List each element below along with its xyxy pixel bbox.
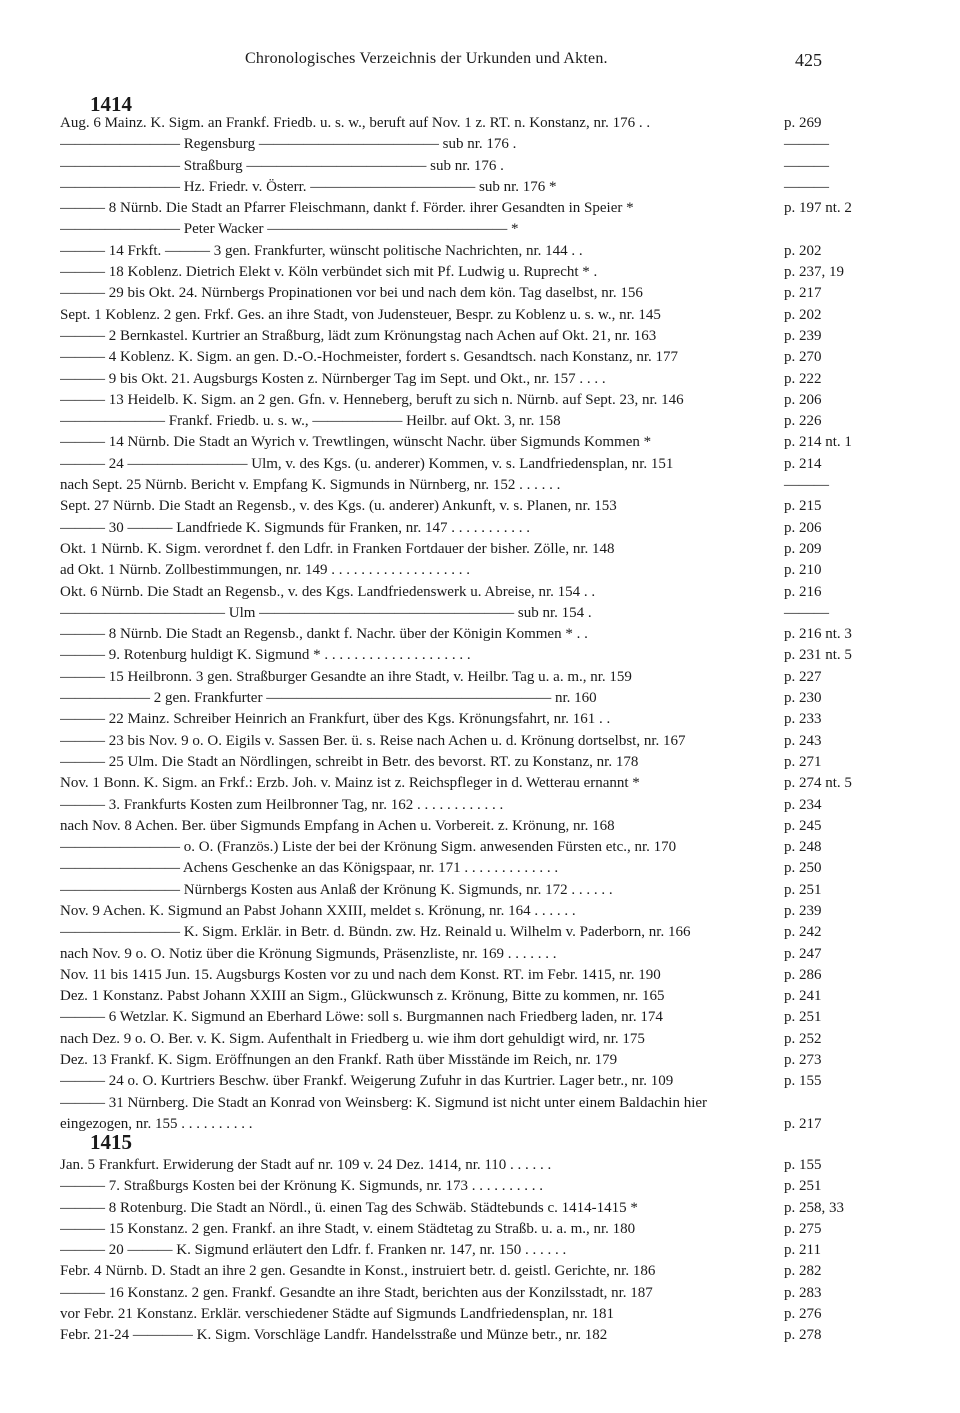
entry-list: [60, 1155, 844, 1347]
entry-text: Sept. 1 Koblenz. 2 gen. Frkf. Ges. an ihre Stadt, von Judensteuer, Bespr. zu Koblenz u. s. w., nr. 145: [60, 306, 661, 323]
entry-page-ref: p. 276: [784, 1306, 822, 1323]
entry-page-ref: p. 273: [784, 1052, 822, 1069]
year-heading: 1415: [90, 1130, 132, 1154]
index-entry: [60, 1176, 840, 1197]
entry-page-ref: p. 202: [784, 306, 822, 323]
index-entry: [60, 518, 840, 539]
index-entry: [60, 858, 840, 879]
entry-text: ——— 9. Rotenburg huldigt K. Sigmund * . . . . . . . . . . . . . . . . . . . .: [60, 647, 471, 664]
entry-page-ref: p. 274 nt. 5: [784, 775, 852, 792]
entry-text: ———————— o. O. (Französ.) Liste der bei der Krönung Sigm. anwesenden Fürsten etc., nr. 170: [60, 839, 677, 856]
index-entry: [60, 177, 840, 198]
entry-page-ref: p. 216 nt. 3: [784, 626, 852, 643]
entry-text: Dez. 1 Konstanz. Pabst Johann XXIII an Sigm., Glückwunsch z. Krönung, Bitte zu kommen, nr. 165: [60, 988, 665, 1005]
index-entry: [60, 432, 852, 453]
entry-text: Nov. 1 Bonn. K. Sigm. an Frkf.: Erzb. Joh. v. Mainz ist z. Reichspfleger in d. Wetterau ernannt *: [60, 775, 640, 792]
index-entry: [60, 411, 840, 432]
entry-text: ——— 24 ———————— Ulm, v. des Kgs. (u. anderer) Kommen, v. s. Landfriedensplan, nr. 151: [60, 455, 674, 472]
entry-page-ref: p. 243: [784, 732, 822, 749]
entry-page-ref: p. 211: [784, 1242, 821, 1259]
entry-text: ——————————— Ulm ————————————————— sub nr. 154 .: [60, 604, 592, 621]
entry-text: ———————— K. Sigm. Erklär. in Betr. d. Bündn. zw. Hz. Reinald u. Wilhelm v. Paderborn, nr. 166: [60, 924, 691, 941]
entry-text: Jan. 5 Frankfurt. Erwiderung der Stadt auf nr. 109 v. 24 Dez. 1414, nr. 110 . . . . . .: [60, 1157, 552, 1173]
entry-text: vor Febr. 21 Konstanz. Erklär. verschiedener Städte auf Sigmunds Landfriedensplan, nr. 181: [60, 1306, 615, 1323]
entry-text: ——— 4 Koblenz. K. Sigm. an gen. D.-O.-Hochmeister, fordert s. Gesandtsch. nach Konstanz, nr. 177: [60, 349, 679, 366]
index-entry: [60, 986, 840, 1007]
index-entry: [60, 880, 840, 901]
entry-text: ——— 14 Nürnb. Die Stadt an Wyrich v. Trewtlingen, wünscht Nachr. über Sigmunds Kommen *: [60, 434, 652, 451]
index-entry: [60, 390, 840, 411]
index-entry: [60, 901, 840, 922]
entry-text: ——— 7. Straßburgs Kosten bei der Krönung K. Sigmunds, nr. 173 . . . . . . . . . .: [60, 1178, 544, 1195]
entry-text: ———————— Straßburg ———————————— sub nr. 176 .: [60, 157, 504, 174]
entry-page-ref: p. 217: [784, 1116, 822, 1133]
entry-page-ref: p. 215: [784, 498, 822, 515]
entry-page-ref: p. 278: [784, 1327, 822, 1344]
entry-text: ——— 30 ——— Landfriede K. Sigmunds für Franken, nr. 147 . . . . . . . . . . .: [60, 519, 530, 536]
entry-page-ref: p. 251: [784, 1178, 822, 1195]
entry-page-ref: ———: [784, 178, 829, 195]
entry-text: ——— 25 Ulm. Die Stadt an Nördlingen, schreibt in Betr. des bevorst. RT. zu Konstanz, nr. 178: [60, 753, 639, 770]
entry-page-ref: p. 239: [784, 327, 822, 344]
index-entry: [60, 582, 840, 603]
index-entry: [60, 667, 840, 688]
index-entry: [60, 1304, 840, 1325]
index-entry: [60, 1007, 840, 1028]
entry-page-ref: p. 283: [784, 1284, 822, 1301]
entry-text: ——— 24 o. O. Kurtriers Beschw. über Frankf. Weigerung Zufuhr in das Kurtrier. Lager betr., nr. 109: [60, 1073, 674, 1090]
entry-page-ref: p. 222: [784, 370, 822, 387]
entry-page-ref: p. 247: [784, 945, 822, 962]
entry-page-ref: p. 241: [784, 988, 822, 1005]
index-entry: [60, 603, 840, 624]
entry-page-ref: p. 155: [784, 1073, 822, 1090]
entry-text: ——— 15 Konstanz. 2 gen. Frankf. an ihre Stadt, v. einem Städtetag zu Straßb. u. a. m., nr. 180: [60, 1220, 636, 1237]
index-entry: [60, 922, 840, 943]
entry-text: ———————— Regensburg ———————————— sub nr. 176 .: [60, 136, 517, 153]
index-entry: [60, 1219, 840, 1240]
entry-text: ——— 18 Koblenz. Dietrich Elekt v. Köln verbündet sich mit Pf. Ludwig u. Ruprecht * .: [60, 264, 598, 281]
entry-page-ref: p. 250: [784, 860, 822, 877]
entry-page-ref: p. 271: [784, 753, 822, 770]
entry-text: ad Okt. 1 Nürnb. Zollbestimmungen, nr. 149 . . . . . . . . . . . . . . . . . . .: [60, 562, 470, 579]
entry-page-ref: p. 214 nt. 1: [784, 434, 852, 451]
entry-page-ref: ———: [784, 477, 829, 494]
index-entry: [60, 1029, 840, 1050]
entry-text: Febr. 4 Nürnb. D. Stadt an ihre 2 gen. Gesandte in Konst., instruiert betr. d. geistl. Gerichte, nr. 186: [60, 1263, 656, 1280]
entry-text: Sept. 27 Nürnb. Die Stadt an Regensb., v. des Kgs. (u. anderer) Ankunft, v. s. Planen, nr. 153: [60, 498, 617, 515]
running-header-title: Chronologisches Verzeichnis der Urkunden und Akten.: [245, 50, 608, 67]
index-entry: [60, 1050, 840, 1071]
entry-text: ———————— Nürnbergs Kosten aus Anlaß der Krönung K. Sigmunds, nr. 172 . . . . . .: [60, 881, 613, 898]
index-entry: [60, 305, 840, 326]
entry-page-ref: ———: [784, 604, 829, 621]
entry-text: ——— 3. Frankfurts Kosten zum Heilbronner Tag, nr. 162 . . . . . . . . . . . .: [60, 796, 504, 813]
index-entry: [60, 1198, 844, 1219]
index-entry: [60, 134, 840, 155]
index-entry: [60, 198, 852, 219]
entry-page-ref: p. 217: [784, 285, 822, 302]
entry-text: nach Dez. 9 o. O. Ber. v. K. Sigm. Aufenthalt in Friedberg u. wie ihm dort gehuldigt wird, nr. 175: [60, 1030, 645, 1047]
index-entry: [60, 795, 840, 816]
page-number: 425: [795, 50, 822, 70]
entry-text: ——— 9 bis Okt. 21. Augsburgs Kosten z. Nürnberger Tag im Sept. und Okt., nr. 157 . . . .: [60, 370, 606, 387]
entry-text: nach Nov. 8 Achen. Ber. über Sigmunds Empfang in Achen u. Vorbereit. z. Krönung, nr. 168: [60, 817, 615, 834]
entry-text: ———————— Peter Wacker ———————————————— *: [60, 221, 519, 238]
index-entry: [60, 1261, 840, 1282]
entry-page-ref: p. 226: [784, 413, 822, 430]
entry-page-ref: p. 286: [784, 966, 822, 983]
index-entry: [60, 752, 840, 773]
index-entry: [60, 965, 840, 986]
entry-page-ref: p. 252: [784, 1030, 822, 1047]
entry-page-ref: p. 239: [784, 902, 822, 919]
entry-page-ref: p. 202: [784, 242, 822, 259]
entry-page-ref: ———: [784, 136, 829, 153]
entry-page-ref: p. 275: [784, 1220, 822, 1237]
entry-page-ref: p. 231 nt. 5: [784, 647, 852, 664]
entry-text: ——— 2 Bernkastel. Kurtrier an Straßburg, lädt zum Krönungstag nach Achen auf Okt. 21, nr. 163: [60, 327, 657, 344]
index-entry: [60, 560, 840, 581]
entry-page-ref: p. 269: [784, 115, 822, 131]
entry-page-ref: p. 237, 19: [784, 264, 844, 281]
entry-text: ———————— Hz. Friedr. v. Österr. ——————————— sub nr. 176 *: [60, 178, 557, 195]
entry-text: Okt. 1 Nürnb. K. Sigm. verordnet f. den Ldfr. in Franken Fortdauer der bisher. Zölle, nr. 148: [60, 540, 615, 557]
entry-page-ref: p. 206: [784, 391, 822, 408]
index-entry: [60, 773, 852, 794]
entry-text: Okt. 6 Nürnb. Die Stadt an Regensb., v. des Kgs. Landfriedenswerk u. Abreise, nr. 154 . .: [60, 583, 596, 600]
entry-text: Febr. 21-24 ———— K. Sigm. Vorschläge Landfr. Handelsstraße und Münze betr., nr. 182: [60, 1327, 608, 1344]
entry-text: Dez. 13 Frankf. K. Sigm. Eröffnungen an den Frankf. Rath über Misstände im Reich, nr. 179: [60, 1052, 618, 1069]
index-entry: [60, 326, 840, 347]
entry-text: ——— 23 bis Nov. 9 o. O. Eigils v. Sassen Ber. ü. s. Reise nach Achen u. d. Krönung dortselbst, nr. 167: [60, 732, 686, 749]
index-entry: [60, 731, 840, 752]
entry-page-ref: p. 214: [784, 455, 822, 472]
entry-text: ——— 8 Rotenburg. Die Stadt an Nördl., ü. einen Tag des Schwäb. Städtebunds c. 1414-1415 *: [60, 1199, 638, 1216]
index-entry: [60, 645, 852, 666]
index-entry: [60, 156, 840, 177]
index-entry: [60, 283, 840, 304]
entry-text: ——— 8 Nürnb. Die Stadt an Pfarrer Fleischmann, dankt f. Förder. ihrer Gesandten in Speier *: [60, 200, 634, 217]
entry-text: Nov. 11 bis 1415 Jun. 15. Augsburgs Kosten vor zu und nach dem Konst. RT. im Febr. 1415, nr. 190: [60, 966, 661, 983]
index-entry: [60, 816, 840, 837]
entry-page-ref: p. 210: [784, 562, 822, 579]
entry-page-ref: p. 233: [784, 711, 822, 728]
entry-text: ——— 22 Mainz. Schreiber Heinrich an Frankfurt, über des Kgs. Krönungsfahrt, nr. 161 . .: [60, 711, 611, 728]
index-entry: [60, 1240, 840, 1261]
entry-page-ref: p. 155: [784, 1157, 822, 1173]
entry-page-ref: p. 245: [784, 817, 822, 834]
entry-list: [60, 113, 852, 1135]
index-entry: [60, 496, 840, 517]
index-entry: [60, 262, 844, 283]
entry-page-ref: p. 248: [784, 839, 822, 856]
entry-page-ref: ———: [784, 157, 829, 174]
entry-text: ——— 31 Nürnberg. Die Stadt an Konrad von Weinsberg: K. Sigmund ist nicht unter einem Baldachin hier eingezogen, nr. 155 . . . . . . . . . .: [60, 1094, 708, 1132]
entry-text: Aug. 6 Mainz. K. Sigm. an Frankf. Friedb. u. s. w., beruft auf Nov. 1 z. RT. n. Konstanz, nr. 176 . .: [60, 115, 651, 131]
index-entry: [60, 347, 840, 368]
entry-text: ——— 15 Heilbronn. 3 gen. Straßburger Gesandte an ihre Stadt, v. Heilbr. Tag u. a. m., nr. 159: [60, 668, 632, 685]
entry-text: ——————— Frankf. Friedb. u. s. w., —————— Heilbr. auf Okt. 3, nr. 158: [60, 413, 561, 430]
entry-page-ref: p. 234: [784, 796, 822, 813]
index-entry: [60, 241, 840, 262]
index-entry: [60, 709, 840, 730]
index-entry: [60, 1325, 840, 1346]
entry-text: ——— 14 Frkft. ——— 3 gen. Frankfurter, wünscht politische Nachrichten, nr. 144 . .: [60, 242, 583, 259]
entry-page-ref: p. 206: [784, 519, 822, 536]
entry-text: ——— 20 ——— K. Sigmund erläutert den Ldfr. f. Franken nr. 147, nr. 150 . . . . . .: [60, 1242, 567, 1259]
entry-page-ref: p. 270: [784, 349, 822, 366]
index-entry: [60, 944, 840, 965]
entry-page-ref: p. 209: [784, 540, 822, 557]
entry-text: nach Sept. 25 Nürnb. Bericht v. Empfang K. Sigmunds in Nürnberg, nr. 152 . . . . . .: [60, 477, 561, 494]
entry-page-ref: p. 251: [784, 1009, 822, 1026]
index-entry: [60, 475, 840, 496]
entry-page-ref: p. 216: [784, 583, 822, 600]
entry-page-ref: p. 230: [784, 690, 822, 707]
entry-text: Nov. 9 Achen. K. Sigmund an Pabst Johann XXIII, meldet s. Krönung, nr. 164 . . . . . .: [60, 902, 576, 919]
index-entry: [60, 688, 840, 709]
index-entry: [60, 1071, 840, 1092]
index-entry: [60, 369, 840, 390]
index-entry: [60, 539, 840, 560]
entry-text: ——— 16 Konstanz. 2 gen. Frankf. Gesandte an ihre Stadt, berichten aus der Konzilsstadt, nr. 187: [60, 1284, 653, 1301]
entry-text: ——— 8 Nürnb. Die Stadt an Regensb., dankt f. Nachr. über der Königin Kommen * . .: [60, 626, 588, 643]
entry-text: ——— 29 bis Okt. 24. Nürnbergs Propinationen vor bei und nach dem kön. Tag daselbst, nr. 156: [60, 285, 643, 302]
index-entry: [60, 1283, 840, 1304]
entry-text: ———————— Achens Geschenke an das Königspaar, nr. 171 . . . . . . . . . . . . .: [60, 860, 559, 877]
entry-text: ——— 13 Heidelb. K. Sigm. an 2 gen. Gfn. v. Henneberg, beruft zu sich n. Nürnb. auf Sept. 23, nr. 146: [60, 391, 684, 408]
entry-text: ——— 6 Wetzlar. K. Sigmund an Eberhard Löwe: soll s. Burgmannen nach Friedberg laden, nr. 174: [60, 1009, 663, 1026]
entry-page-ref: p. 242: [784, 924, 822, 941]
entry-text: —————— 2 gen. Frankfurter ——————————————————— nr. 160: [60, 690, 597, 707]
index-entry: [60, 624, 852, 645]
entry-page-ref: p. 251: [784, 881, 822, 898]
index-entry: [60, 454, 840, 475]
index-entry: [60, 219, 840, 240]
entry-page-ref: p. 282: [784, 1263, 822, 1280]
year-heading: 1414: [90, 92, 132, 116]
entry-page-ref: p. 227: [784, 668, 822, 685]
entry-text: nach Nov. 9 o. O. Notiz über die Krönung Sigmunds, Präsenzliste, nr. 169 . . . . . . .: [60, 945, 557, 962]
index-entry: [60, 113, 840, 134]
entry-page-ref: p. 197 nt. 2: [784, 200, 852, 217]
index-entry: [60, 837, 840, 858]
index-entry: [60, 1093, 840, 1136]
entry-page-ref: p. 258, 33: [784, 1199, 844, 1216]
index-entry: [60, 1155, 840, 1176]
